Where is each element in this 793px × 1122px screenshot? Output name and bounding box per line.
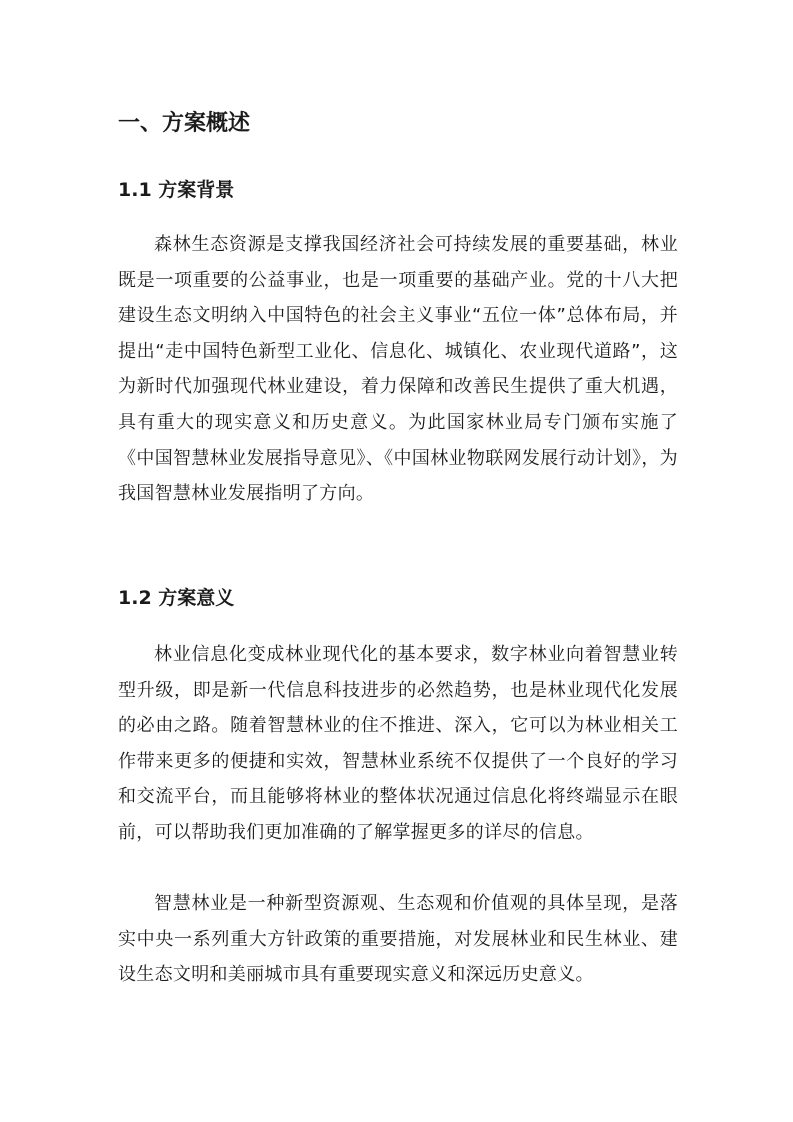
background-paragraph: 森林生态资源是支撑我国经济社会可持续发展的重要基础，林业既是一项重要的公益事业，也是一项重要的基础产业。党的十八大把建设生态文明纳入中国特色的社会主义事业“五位一体”总体布局，并提出“走中国特色新型工业化、信息化、城镇化、农业现代道路”，这为新时代加强现代林业建设，着力保障和改善民生提供了重大机遇，具有重大的现实意义和历史意义。为此国家林业局专门颁布实施了《中国智慧林业发展指导意见》、《中国林业物联网发展行动计划》，为我国智慧林业发展指明了方向。 xyxy=(118,234,678,505)
section-heading-significance: 1.2 方案意义 xyxy=(118,587,235,609)
chapter-heading: 一、方案概述 xyxy=(118,111,251,136)
significance-paragraph-2: 智慧林业是一种新型资源观、生态观和价值观的具体呈现，是落实中央一系列重大方针政策的重要措施，对发展林业和民生林业、建设生态文明和美丽城市具有重要现实意义和深远历史意义。 xyxy=(118,893,678,986)
significance-paragraph-1: 林业信息化变成林业现代化的基本要求，数字林业向着智慧业转型升级，即是新一代信息科技进步的必然趋势，也是林业现代化发展的必由之路。随着智慧林业的住不推进、深入，它可以为林业相关工作带来更多的便捷和实效，智慧林业系统不仅提供了一个良好的学习和交流平台，而且能够将林业的整体状况通过信息化将终端显示在眼前，可以帮助我们更加准确的了解掌握更多的详尽的信息。 xyxy=(118,644,678,843)
section-heading-background: 1.1 方案背景 xyxy=(118,179,235,201)
